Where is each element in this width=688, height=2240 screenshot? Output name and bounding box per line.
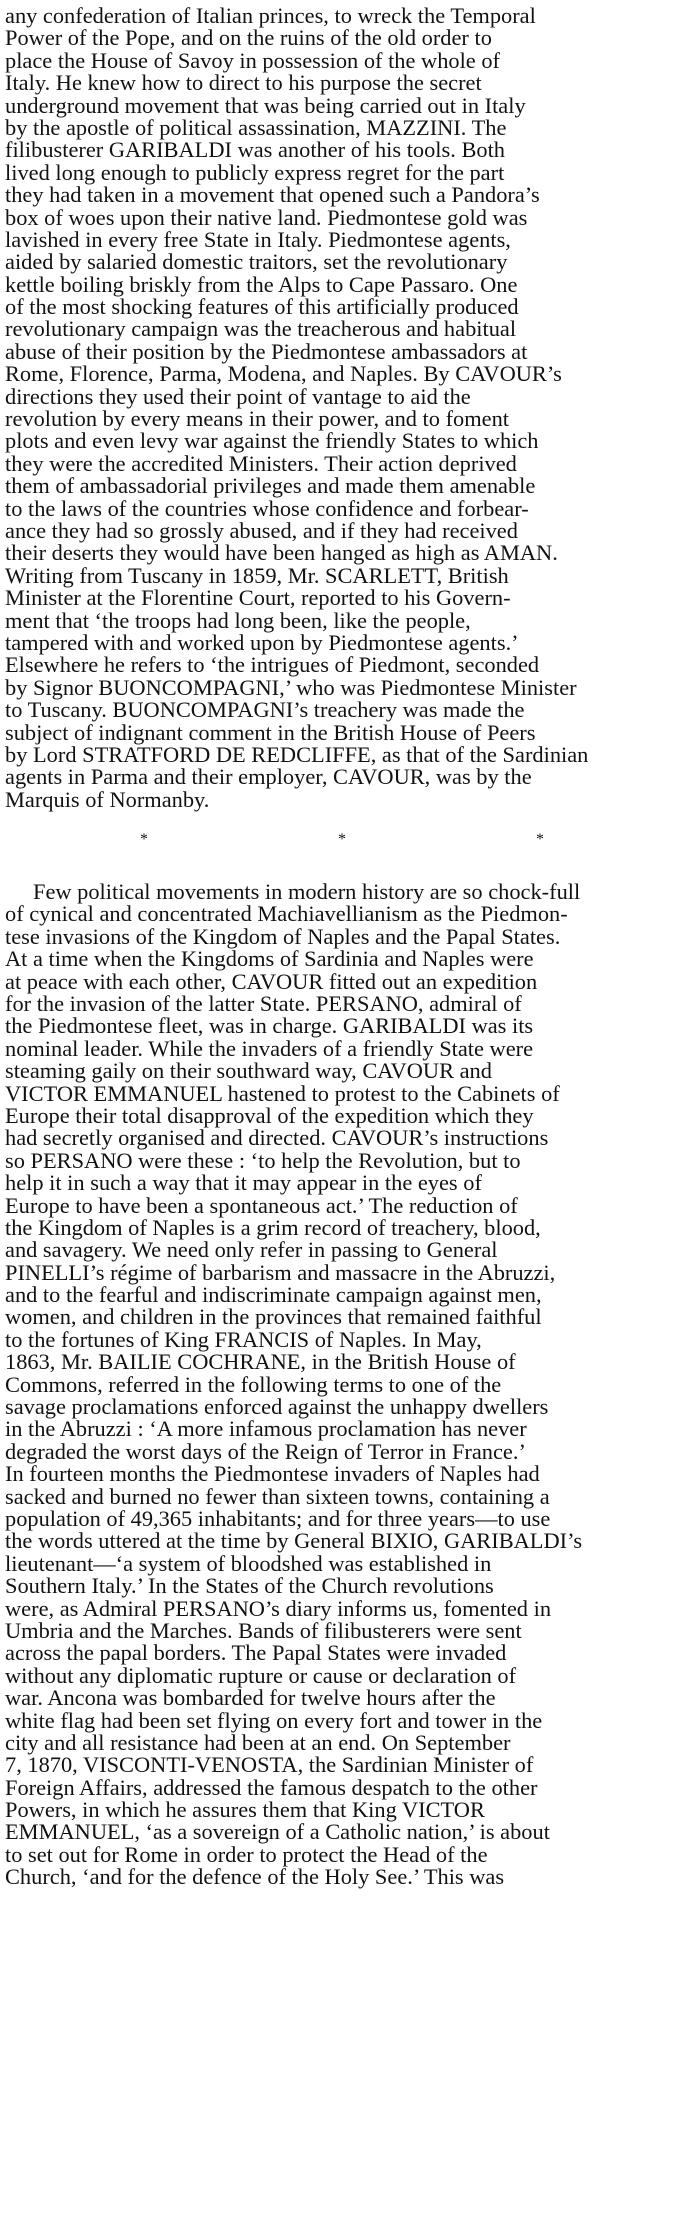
text-line: PINELLI’s régime of barbarism and massacre in the Abruzzi,	[5, 1259, 556, 1285]
text-line: Southern Italy.’ In the States of the Church revolutions	[5, 1573, 494, 1599]
text-line: savage proclamations enforced against the unhappy dwellers	[5, 1394, 549, 1420]
text-line: Italy. He knew how to direct to his purpose the secret	[5, 70, 482, 96]
paragraph-2	[5, 881, 679, 1889]
text-line: Writing from Tuscany in 1859, Mr. SCARLETT, British	[5, 562, 509, 588]
text-line: Umbria and the Marches. Bands of filibusterers were sent	[5, 1617, 522, 1643]
text-line: to Tuscany. BUONCOMPAGNI’s treachery was made the	[5, 697, 525, 723]
text-line: kettle boiling briskly from the Alps to Cape Passaro. One	[5, 271, 518, 297]
text-line: they had taken in a movement that opened such a Pandora’s	[5, 182, 540, 208]
text-line: degraded the worst days of the Reign of Terror in France.’	[5, 1438, 526, 1464]
text-line: without any diplomatic rupture or cause or declaration of	[5, 1662, 517, 1688]
text-line: tampered with and worked upon by Piedmontese agents.’	[5, 629, 519, 655]
text-line: and to the fearful and indiscriminate campaign against men,	[5, 1282, 542, 1308]
text-line: VICTOR EMMANUEL hastened to protest to the Cabinets of	[5, 1080, 560, 1106]
text-line: Europe to have been a spontaneous act.’ The reduction of	[5, 1192, 518, 1218]
text-line: of the most shocking features of this artificially produced	[5, 294, 519, 320]
text-line: so PERSANO were these : ‘to help the Revolution, but to	[5, 1147, 521, 1173]
text-line: tese invasions of the Kingdom of Naples and the Papal States.	[5, 923, 561, 949]
article-column	[5, 5, 679, 1889]
text-line: box of woes upon their native land. Piedmontese gold was	[5, 204, 528, 230]
text-line: revolutionary campaign was the treacherous and habitual	[5, 316, 517, 342]
text-line: Marquis of Normanby.	[5, 786, 210, 812]
text-line: EMMANUEL, ‘as a sovereign of a Catholic nation,’ is about	[5, 1819, 550, 1845]
text-line: 7, 1870, VISCONTI-VENOSTA, the Sardinian Minister of	[5, 1752, 534, 1778]
text-line: 1863, Mr. BAILIE COCHRANE, in the British House of	[5, 1349, 516, 1375]
text-line: had secretly organised and directed. CAVOUR’s instructions	[5, 1125, 549, 1151]
text-line: by Lord STRATFORD DE REDCLIFFE, as that of the Sardinian	[5, 741, 589, 767]
text-line: Commons, referred in the following terms to one of the	[5, 1371, 502, 1397]
text-line: at peace with each other, CAVOUR fitted out an expedition	[5, 968, 538, 994]
text-line: directions they used their point of vantage to aid the	[5, 383, 471, 409]
text-line: subject of indignant comment in the British House of Peers	[5, 719, 536, 745]
text-line: to the fortunes of King FRANCIS of Naples. In May,	[5, 1326, 482, 1352]
text-line: plots and even levy war against the friendly States to which	[5, 428, 539, 454]
text-line: ment that ‘the troops had long been, like the people,	[5, 607, 471, 633]
text-line: At a time when the Kingdoms of Sardinia and Naples were	[5, 946, 534, 972]
paragraph-1	[5, 5, 679, 811]
text-line: for the invasion of the latter State. PERSANO, admiral of	[5, 991, 522, 1017]
text-line: lived long enough to publicly express regret for the part	[5, 159, 505, 185]
text-line: place the House of Savoy in possession of the whole of	[5, 47, 500, 73]
text-line: Power of the Pope, and on the ruins of the old order to	[5, 25, 492, 51]
text-line: Few political movements in modern history are so chock-full	[33, 879, 581, 905]
text-line: nominal leader. While the invaders of a friendly State were	[5, 1035, 534, 1061]
text-line: they were the accredited Ministers. Their action deprived	[5, 450, 517, 476]
text-line: underground movement that was being carried out in Italy	[5, 92, 526, 118]
text-line: city and all resistance had been at an end. On September	[5, 1729, 511, 1755]
text-line: the Piedmontese fleet, was in charge. GARIBALDI was its	[5, 1013, 534, 1039]
text-line: to the laws of the countries whose confidence and forbear-	[5, 495, 529, 521]
text-line: Church, ‘and for the defence of the Holy See.’ This was	[5, 1864, 505, 1890]
text-line: Minister at the Florentine Court, reported to his Govern-	[5, 585, 511, 611]
text-line: and savagery. We need only refer in passing to General	[5, 1237, 498, 1263]
section-separator	[5, 815, 679, 877]
separator-asterisk: *	[536, 830, 544, 848]
text-line: were, as Admiral PERSANO’s diary informs us, fomented in	[5, 1595, 552, 1621]
text-line: Foreign Affairs, addressed the famous despatch to the other	[5, 1774, 538, 1800]
text-line: women, and children in the provinces that remained faithful	[5, 1304, 542, 1330]
text-line: to set out for Rome in order to protect the Head of the	[5, 1841, 488, 1867]
text-line: in the Abruzzi : ‘A more infamous proclamation has never	[5, 1416, 527, 1442]
text-line: by Signor BUONCOMPAGNI,’ who was Piedmontese Minister	[5, 674, 577, 700]
text-line: Europe their total disapproval of the expedition which they	[5, 1102, 534, 1128]
text-line: by the apostle of political assassination, MAZZINI. The	[5, 114, 507, 140]
text-line: them of ambassadorial privileges and made them amenable	[5, 473, 536, 499]
text-line: ance they had so grossly abused, and if they had received	[5, 517, 518, 543]
text-line: In fourteen months the Piedmontese invaders of Naples had	[5, 1461, 540, 1487]
text-line: Powers, in which he assures them that King VICTOR	[5, 1797, 485, 1823]
text-line: help it in such a way that it may appear in the eyes of	[5, 1170, 482, 1196]
text-line: Rome, Florence, Parma, Modena, and Naples. By CAVOUR’s	[5, 361, 562, 387]
text-line: agents in Parma and their employer, CAVOUR, was by the	[5, 764, 532, 790]
text-line: of cynical and concentrated Machiavellianism as the Piedmon-	[5, 901, 568, 927]
text-line: lavished in every free State in Italy. Piedmontese agents,	[5, 226, 511, 252]
text-line: any confederation of Italian princes, to wreck the Temporal	[5, 3, 536, 28]
text-line: white flag had been set flying on every fort and tower in the	[5, 1707, 543, 1733]
separator-asterisk: *	[338, 830, 346, 848]
text-line: across the papal borders. The Papal States were invaded	[5, 1640, 507, 1666]
text-line: lieutenant—‘a system of bloodshed was established in	[5, 1550, 492, 1576]
text-line: the Kingdom of Naples is a grim record of treachery, blood,	[5, 1214, 541, 1240]
text-line: their deserts they would have been hanged as high as AMAN.	[5, 540, 558, 566]
text-line: the words uttered at the time by General BIXIO, GARIBALDI’s	[5, 1528, 583, 1554]
text-line: war. Ancona was bombarded for twelve hours after the	[5, 1685, 496, 1711]
text-line: population of 49,365 inhabitants; and for three years—to use	[5, 1506, 551, 1531]
text-line: revolution by every means in their power, and to foment	[5, 406, 509, 432]
separator-asterisk: *	[140, 830, 148, 848]
text-line: aided by salaried domestic traitors, set the revolutionary	[5, 249, 508, 275]
text-line: filibusterer GARIBALDI was another of his tools. Both	[5, 137, 505, 163]
text-line: sacked and burned no fewer than sixteen towns, containing a	[5, 1483, 550, 1509]
text-line: Elsewhere he refers to ‘the intrigues of Piedmont, seconded	[5, 652, 540, 678]
text-line: steaming gaily on their southward way, CAVOUR and	[5, 1058, 492, 1084]
text-line: abuse of their position by the Piedmontese ambassadors at	[5, 338, 528, 364]
